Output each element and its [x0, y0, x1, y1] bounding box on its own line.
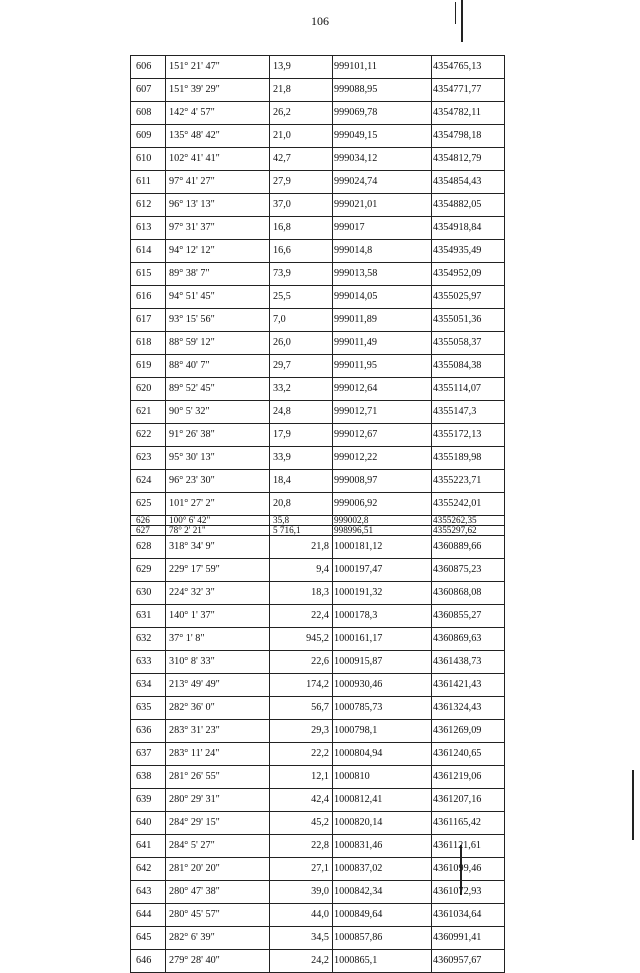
point-number — [131, 835, 166, 858]
point-number-text: 646 — [136, 955, 152, 967]
table-row — [131, 447, 505, 470]
segment-length: 26,2 — [270, 102, 333, 125]
table-row — [131, 526, 505, 536]
y-coordinate: 4355084,38 — [432, 355, 505, 378]
segment-length: 73,9 — [270, 263, 333, 286]
x-coordinate: 1000178,3 — [333, 605, 432, 628]
bearing-angle: 284° 29' 15" — [166, 812, 270, 835]
point-number — [131, 263, 166, 286]
point-number — [131, 102, 166, 125]
bearing-angle: 78° 2' 21" — [166, 526, 270, 536]
point-number — [131, 812, 166, 835]
x-coordinate: 999017 — [333, 217, 432, 240]
point-number-text: 645 — [136, 932, 152, 944]
point-number — [131, 493, 166, 516]
table-row — [131, 628, 505, 651]
table-row — [131, 516, 505, 526]
y-coordinate: 4355223,71 — [432, 470, 505, 493]
bearing-angle: 282° 6' 39" — [166, 927, 270, 950]
point-number-text: 626 — [136, 515, 150, 525]
bearing-angle: 135° 48' 42" — [166, 125, 270, 148]
point-number-text: 615 — [136, 267, 152, 279]
bearing-angle: 97° 41' 27" — [166, 171, 270, 194]
bearing-angle: 88° 59' 12" — [166, 332, 270, 355]
segment-length: 25,5 — [270, 286, 333, 309]
bearing-angle: 283° 31' 23" — [166, 720, 270, 743]
y-coordinate: 4361099,46 — [432, 858, 505, 881]
point-number-text: 617 — [136, 313, 152, 325]
x-coordinate: 1000812,41 — [333, 789, 432, 812]
point-number-text: 607 — [136, 83, 152, 95]
point-number-text: 613 — [136, 221, 152, 233]
point-number-text: 625 — [136, 497, 152, 509]
bearing-angle: 88° 40' 7" — [166, 355, 270, 378]
segment-length: 39,0 — [270, 881, 333, 904]
y-coordinate: 4360875,23 — [432, 559, 505, 582]
x-coordinate: 999006,92 — [333, 493, 432, 516]
table-row — [131, 927, 505, 950]
point-number-text: 608 — [136, 106, 152, 118]
y-coordinate: 4360869,63 — [432, 628, 505, 651]
page-number: 106 — [311, 14, 329, 28]
y-coordinate: 4354918,84 — [432, 217, 505, 240]
point-number — [131, 240, 166, 263]
table-row — [131, 355, 505, 378]
table-row — [131, 401, 505, 424]
y-coordinate: 4361121,61 — [432, 835, 505, 858]
table-row — [131, 950, 505, 973]
y-coordinate: 4361034,64 — [432, 904, 505, 927]
bearing-angle: 310° 8' 33" — [166, 651, 270, 674]
x-coordinate: 1000798,1 — [333, 720, 432, 743]
x-coordinate: 999034,12 — [333, 148, 432, 171]
segment-length: 21,8 — [270, 79, 333, 102]
point-number-text: 610 — [136, 152, 152, 164]
table-row — [131, 812, 505, 835]
x-coordinate: 1000804,94 — [333, 743, 432, 766]
x-coordinate: 1000857,86 — [333, 927, 432, 950]
x-coordinate: 999049,15 — [333, 125, 432, 148]
bearing-angle: 229° 17' 59" — [166, 559, 270, 582]
x-coordinate: 1000820,14 — [333, 812, 432, 835]
point-number — [131, 526, 166, 536]
x-coordinate: 1000849,64 — [333, 904, 432, 927]
x-coordinate: 999012,22 — [333, 447, 432, 470]
segment-length: 174,2 — [270, 674, 333, 697]
bearing-angle: 97° 31' 37" — [166, 217, 270, 240]
x-coordinate: 1000865,1 — [333, 950, 432, 973]
y-coordinate: 4360855,27 — [432, 605, 505, 628]
point-number — [131, 674, 166, 697]
x-coordinate: 999069,78 — [333, 102, 432, 125]
point-number — [131, 743, 166, 766]
table-row — [131, 789, 505, 812]
point-number — [131, 286, 166, 309]
point-number — [131, 628, 166, 651]
table-row — [131, 536, 505, 559]
segment-length: 29,7 — [270, 355, 333, 378]
point-number-text: 611 — [136, 175, 151, 187]
point-number-text: 633 — [136, 656, 152, 668]
point-number-text: 606 — [136, 60, 152, 72]
x-coordinate: 999002,8 — [333, 516, 432, 526]
y-coordinate: 4354882,05 — [432, 194, 505, 217]
x-coordinate: 998996,51 — [333, 526, 432, 536]
table-row — [131, 56, 505, 79]
x-coordinate: 1000831,46 — [333, 835, 432, 858]
point-number — [131, 605, 166, 628]
point-number — [131, 401, 166, 424]
point-number-text: 638 — [136, 771, 152, 783]
x-coordinate: 999088,95 — [333, 79, 432, 102]
bearing-angle: 140° 1' 37" — [166, 605, 270, 628]
table-row — [131, 743, 505, 766]
x-coordinate: 999008,97 — [333, 470, 432, 493]
segment-length: 24,2 — [270, 950, 333, 973]
segment-length: 7,0 — [270, 309, 333, 332]
x-coordinate: 999021,01 — [333, 194, 432, 217]
point-number — [131, 378, 166, 401]
point-number-text: 627 — [136, 525, 150, 536]
segment-length: 945,2 — [270, 628, 333, 651]
table-row — [131, 286, 505, 309]
point-number-text: 621 — [136, 405, 152, 417]
table-row — [131, 766, 505, 789]
x-coordinate: 999011,89 — [333, 309, 432, 332]
point-number — [131, 927, 166, 950]
x-coordinate: 1000785,73 — [333, 697, 432, 720]
bearing-angle: 89° 52' 45" — [166, 378, 270, 401]
table-row — [131, 424, 505, 447]
x-coordinate: 1000810 — [333, 766, 432, 789]
y-coordinate: 4360957,67 — [432, 950, 505, 973]
table-row — [131, 125, 505, 148]
point-number — [131, 881, 166, 904]
bearing-angle: 95° 30' 13" — [166, 447, 270, 470]
segment-length: 12,1 — [270, 766, 333, 789]
scan-mark-top-thin — [455, 2, 456, 24]
segment-length: 42,4 — [270, 789, 333, 812]
segment-length: 26,0 — [270, 332, 333, 355]
y-coordinate: 4361207,16 — [432, 789, 505, 812]
table-row — [131, 171, 505, 194]
y-coordinate: 4354765,13 — [432, 56, 505, 79]
table-row — [131, 217, 505, 240]
segment-length: 35,8 — [270, 516, 333, 526]
scan-mark-right — [632, 770, 634, 840]
point-number — [131, 332, 166, 355]
y-coordinate: 4360868,08 — [432, 582, 505, 605]
segment-length: 5 716,1 — [270, 526, 333, 536]
y-coordinate: 4361421,43 — [432, 674, 505, 697]
table-row — [131, 470, 505, 493]
bearing-angle: 91° 26' 38" — [166, 424, 270, 447]
table-row — [131, 559, 505, 582]
y-coordinate: 4355114,07 — [432, 378, 505, 401]
y-coordinate: 4354782,11 — [432, 102, 505, 125]
bearing-angle: 224° 32' 3" — [166, 582, 270, 605]
bearing-angle: 142° 4' 57" — [166, 102, 270, 125]
table-row — [131, 79, 505, 102]
bearing-angle: 96° 23' 30" — [166, 470, 270, 493]
bearing-angle: 284° 5' 27" — [166, 835, 270, 858]
point-number — [131, 950, 166, 973]
segment-length: 16,8 — [270, 217, 333, 240]
y-coordinate: 4355189,98 — [432, 447, 505, 470]
coordinates-table — [130, 55, 505, 973]
table-row — [131, 904, 505, 927]
point-number-text: 609 — [136, 129, 152, 141]
bearing-angle: 96° 13' 13" — [166, 194, 270, 217]
y-coordinate: 4354854,43 — [432, 171, 505, 194]
point-number-text: 643 — [136, 886, 152, 898]
y-coordinate: 4355297,62 — [432, 526, 505, 536]
bearing-angle: 279° 28' 40" — [166, 950, 270, 973]
table-row — [131, 697, 505, 720]
table-row — [131, 674, 505, 697]
point-number — [131, 79, 166, 102]
point-number — [131, 651, 166, 674]
x-coordinate: 999011,95 — [333, 355, 432, 378]
point-number-text: 631 — [136, 610, 152, 622]
bearing-angle: 280° 45' 57" — [166, 904, 270, 927]
x-coordinate: 999013,58 — [333, 263, 432, 286]
x-coordinate: 1000191,32 — [333, 582, 432, 605]
bearing-angle: 89° 38' 7" — [166, 263, 270, 286]
point-number — [131, 766, 166, 789]
bearing-angle: 94° 12' 12" — [166, 240, 270, 263]
x-coordinate: 1000181,12 — [333, 536, 432, 559]
point-number-text: 640 — [136, 817, 152, 829]
segment-length: 16,6 — [270, 240, 333, 263]
segment-length: 33,2 — [270, 378, 333, 401]
y-coordinate: 4354952,09 — [432, 263, 505, 286]
point-number — [131, 858, 166, 881]
y-coordinate: 4361072,93 — [432, 881, 505, 904]
bearing-angle: 100° 6' 42" — [166, 516, 270, 526]
bearing-angle: 282° 36' 0" — [166, 697, 270, 720]
segment-length: 34,5 — [270, 927, 333, 950]
x-coordinate: 1000842,34 — [333, 881, 432, 904]
y-coordinate: 4360889,66 — [432, 536, 505, 559]
segment-length: 9,4 — [270, 559, 333, 582]
x-coordinate: 999101,11 — [333, 56, 432, 79]
y-coordinate: 4355147,3 — [432, 401, 505, 424]
x-coordinate: 999012,67 — [333, 424, 432, 447]
point-number-text: 612 — [136, 198, 152, 210]
point-number — [131, 171, 166, 194]
point-number — [131, 125, 166, 148]
x-coordinate: 999014,8 — [333, 240, 432, 263]
point-number — [131, 559, 166, 582]
point-number — [131, 536, 166, 559]
table-row — [131, 881, 505, 904]
bearing-angle: 283° 11' 24" — [166, 743, 270, 766]
point-number — [131, 516, 166, 526]
x-coordinate: 1000837,02 — [333, 858, 432, 881]
point-number-text: 641 — [136, 840, 152, 852]
bearing-angle: 281° 20' 20" — [166, 858, 270, 881]
x-coordinate: 999012,71 — [333, 401, 432, 424]
y-coordinate: 4354812,79 — [432, 148, 505, 171]
table-row — [131, 148, 505, 171]
point-number-text: 637 — [136, 748, 152, 760]
segment-length: 56,7 — [270, 697, 333, 720]
point-number — [131, 194, 166, 217]
point-number — [131, 720, 166, 743]
bearing-angle: 151° 21' 47" — [166, 56, 270, 79]
y-coordinate: 4355025,97 — [432, 286, 505, 309]
y-coordinate: 4361219,06 — [432, 766, 505, 789]
segment-length: 27,1 — [270, 858, 333, 881]
segment-length: 27,9 — [270, 171, 333, 194]
table-row — [131, 194, 505, 217]
y-coordinate: 4355242,01 — [432, 493, 505, 516]
point-number — [131, 355, 166, 378]
segment-length: 42,7 — [270, 148, 333, 171]
point-number — [131, 309, 166, 332]
segment-length: 20,8 — [270, 493, 333, 516]
x-coordinate: 999012,64 — [333, 378, 432, 401]
bearing-angle: 151° 39' 29" — [166, 79, 270, 102]
table-row — [131, 651, 505, 674]
point-number-text: 635 — [136, 702, 152, 714]
segment-length: 21,0 — [270, 125, 333, 148]
segment-length: 24,8 — [270, 401, 333, 424]
bearing-angle: 281° 26' 55" — [166, 766, 270, 789]
y-coordinate: 4354798,18 — [432, 125, 505, 148]
bearing-angle: 93° 15' 56" — [166, 309, 270, 332]
table-row — [131, 332, 505, 355]
y-coordinate: 4361240,65 — [432, 743, 505, 766]
point-number-text: 616 — [136, 290, 152, 302]
segment-length: 22,4 — [270, 605, 333, 628]
segment-length: 44,0 — [270, 904, 333, 927]
table-row — [131, 720, 505, 743]
point-number — [131, 697, 166, 720]
segment-length: 17,9 — [270, 424, 333, 447]
scan-mark-top — [461, 0, 463, 42]
segment-length: 29,3 — [270, 720, 333, 743]
x-coordinate: 999011,49 — [333, 332, 432, 355]
point-number-text: 632 — [136, 633, 152, 645]
point-number-text: 618 — [136, 336, 152, 348]
bearing-angle: 213° 49' 49" — [166, 674, 270, 697]
x-coordinate: 999024,74 — [333, 171, 432, 194]
point-number — [131, 470, 166, 493]
y-coordinate: 4360991,41 — [432, 927, 505, 950]
bearing-angle: 318° 34' 9" — [166, 536, 270, 559]
bearing-angle: 280° 47' 38" — [166, 881, 270, 904]
point-number — [131, 148, 166, 171]
y-coordinate: 4355058,37 — [432, 332, 505, 355]
point-number-text: 628 — [136, 541, 152, 553]
table-row — [131, 102, 505, 125]
y-coordinate: 4355262,35 — [432, 516, 505, 526]
bearing-angle: 280° 29' 31" — [166, 789, 270, 812]
table-row — [131, 240, 505, 263]
bearing-angle: 94° 51' 45" — [166, 286, 270, 309]
point-number-text: 642 — [136, 863, 152, 875]
point-number — [131, 904, 166, 927]
y-coordinate: 4361438,73 — [432, 651, 505, 674]
y-coordinate: 4361324,43 — [432, 697, 505, 720]
segment-length: 22,6 — [270, 651, 333, 674]
segment-length: 45,2 — [270, 812, 333, 835]
y-coordinate: 4354935,49 — [432, 240, 505, 263]
point-number-text: 624 — [136, 474, 152, 486]
point-number-text: 630 — [136, 587, 152, 599]
point-number — [131, 447, 166, 470]
point-number — [131, 217, 166, 240]
table-row — [131, 605, 505, 628]
point-number-text: 634 — [136, 679, 152, 691]
segment-length: 18,3 — [270, 582, 333, 605]
y-coordinate: 4355051,36 — [432, 309, 505, 332]
x-coordinate: 1000930,46 — [333, 674, 432, 697]
table-row — [131, 582, 505, 605]
y-coordinate: 4361269,09 — [432, 720, 505, 743]
y-coordinate: 4355172,13 — [432, 424, 505, 447]
table-row — [131, 263, 505, 286]
point-number-text: 622 — [136, 428, 152, 440]
table-row — [131, 858, 505, 881]
table-row — [131, 835, 505, 858]
bearing-angle: 102° 41' 41" — [166, 148, 270, 171]
point-number-text: 629 — [136, 564, 152, 576]
table-row — [131, 493, 505, 516]
segment-length: 37,0 — [270, 194, 333, 217]
segment-length: 22,8 — [270, 835, 333, 858]
point-number — [131, 789, 166, 812]
bearing-angle: 37° 1' 8" — [166, 628, 270, 651]
point-number-text: 639 — [136, 794, 152, 806]
point-number-text: 623 — [136, 451, 152, 463]
point-number-text: 614 — [136, 244, 152, 256]
x-coordinate: 1000161,17 — [333, 628, 432, 651]
segment-length: 33,9 — [270, 447, 333, 470]
segment-length: 22,2 — [270, 743, 333, 766]
bearing-angle: 90° 5' 32" — [166, 401, 270, 424]
bearing-angle: 101° 27' 2" — [166, 493, 270, 516]
point-number-text: 620 — [136, 382, 152, 394]
table-row — [131, 309, 505, 332]
segment-length: 13,9 — [270, 56, 333, 79]
point-number-text: 644 — [136, 909, 152, 921]
x-coordinate: 1000915,87 — [333, 651, 432, 674]
y-coordinate: 4361165,42 — [432, 812, 505, 835]
x-coordinate: 999014,05 — [333, 286, 432, 309]
table-row — [131, 378, 505, 401]
y-coordinate: 4354771,77 — [432, 79, 505, 102]
point-number-text: 619 — [136, 359, 152, 371]
point-number — [131, 582, 166, 605]
point-number — [131, 56, 166, 79]
point-number-text: 636 — [136, 725, 152, 737]
x-coordinate: 1000197,47 — [333, 559, 432, 582]
segment-length: 18,4 — [270, 470, 333, 493]
point-number — [131, 424, 166, 447]
segment-length: 21,8 — [270, 536, 333, 559]
